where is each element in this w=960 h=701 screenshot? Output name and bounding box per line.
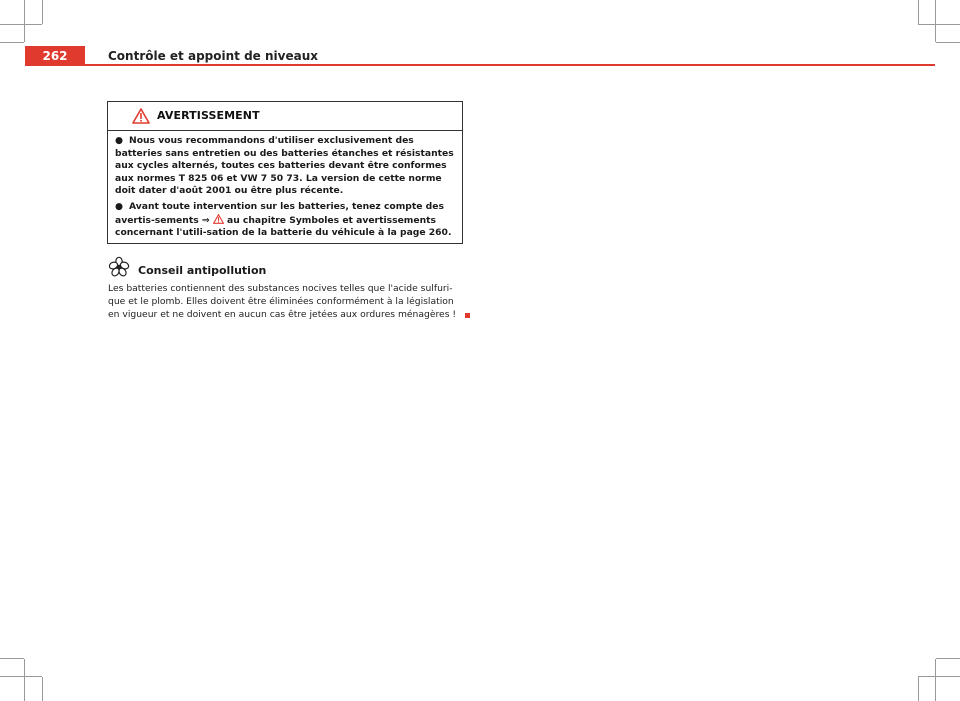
crop-mark bbox=[936, 42, 960, 43]
crop-mark bbox=[0, 24, 42, 25]
bullet-icon: ● bbox=[115, 135, 124, 146]
crop-mark bbox=[936, 658, 960, 659]
crop-mark bbox=[0, 658, 24, 659]
warning-triangle-icon bbox=[213, 214, 224, 224]
crop-mark bbox=[918, 676, 960, 677]
reference-arrow: ⇒ bbox=[201, 214, 210, 226]
warning-item-text: Nous vous recommandons d'utiliser exclusivement des batteries sans entretien ou des batteries étanches et résistantes aux cycles alternés, toutes ces batteries devant être conformes aux normes T 825 06 et VW 7 50 73. La version de cette norme doit dater d'août 2001 ou être plus récente. bbox=[115, 135, 454, 197]
page-title: Contrôle et appoint de niveaux bbox=[108, 49, 318, 63]
crop-mark bbox=[0, 42, 24, 43]
section-end-marker bbox=[465, 313, 470, 318]
crop-mark bbox=[918, 24, 960, 25]
bullet-icon: ● bbox=[115, 200, 124, 212]
crop-mark bbox=[24, 0, 25, 42]
eco-title: Conseil antipollution bbox=[138, 264, 267, 277]
crop-mark bbox=[918, 0, 919, 24]
eco-text: Les batteries contiennent des substances nocives telles que l'acide sulfuri-que et le plomb. Elles doivent être éliminées conformément à la législation en vigueur et ne doivent en aucun cas être jetées aux ordures ménagères ! bbox=[108, 283, 457, 320]
page-number: 262 bbox=[25, 46, 85, 66]
warning-body bbox=[108, 131, 462, 240]
crop-mark bbox=[0, 676, 42, 677]
warning-title: AVERTISSEMENT bbox=[157, 109, 260, 122]
warning-header bbox=[108, 102, 462, 131]
warning-item bbox=[115, 135, 456, 198]
crop-mark bbox=[935, 659, 936, 701]
crop-mark bbox=[42, 0, 43, 24]
header-rule bbox=[85, 64, 935, 66]
crop-mark bbox=[935, 0, 936, 42]
warning-triangle-icon bbox=[132, 108, 150, 124]
environment-flower-icon bbox=[108, 256, 130, 278]
warning-item-text: Avant toute intervention sur les batteries, tenez compte des avertis-sements bbox=[115, 200, 444, 226]
crop-mark bbox=[918, 677, 919, 701]
warning-item bbox=[115, 201, 456, 240]
crop-mark bbox=[24, 659, 25, 701]
warning-box bbox=[107, 101, 463, 244]
warning-item-suffix: au chapitre Symboles et avertissements concernant l'utili-sation de la batterie du véhicule à la page 260. bbox=[115, 214, 452, 239]
crop-mark bbox=[42, 677, 43, 701]
